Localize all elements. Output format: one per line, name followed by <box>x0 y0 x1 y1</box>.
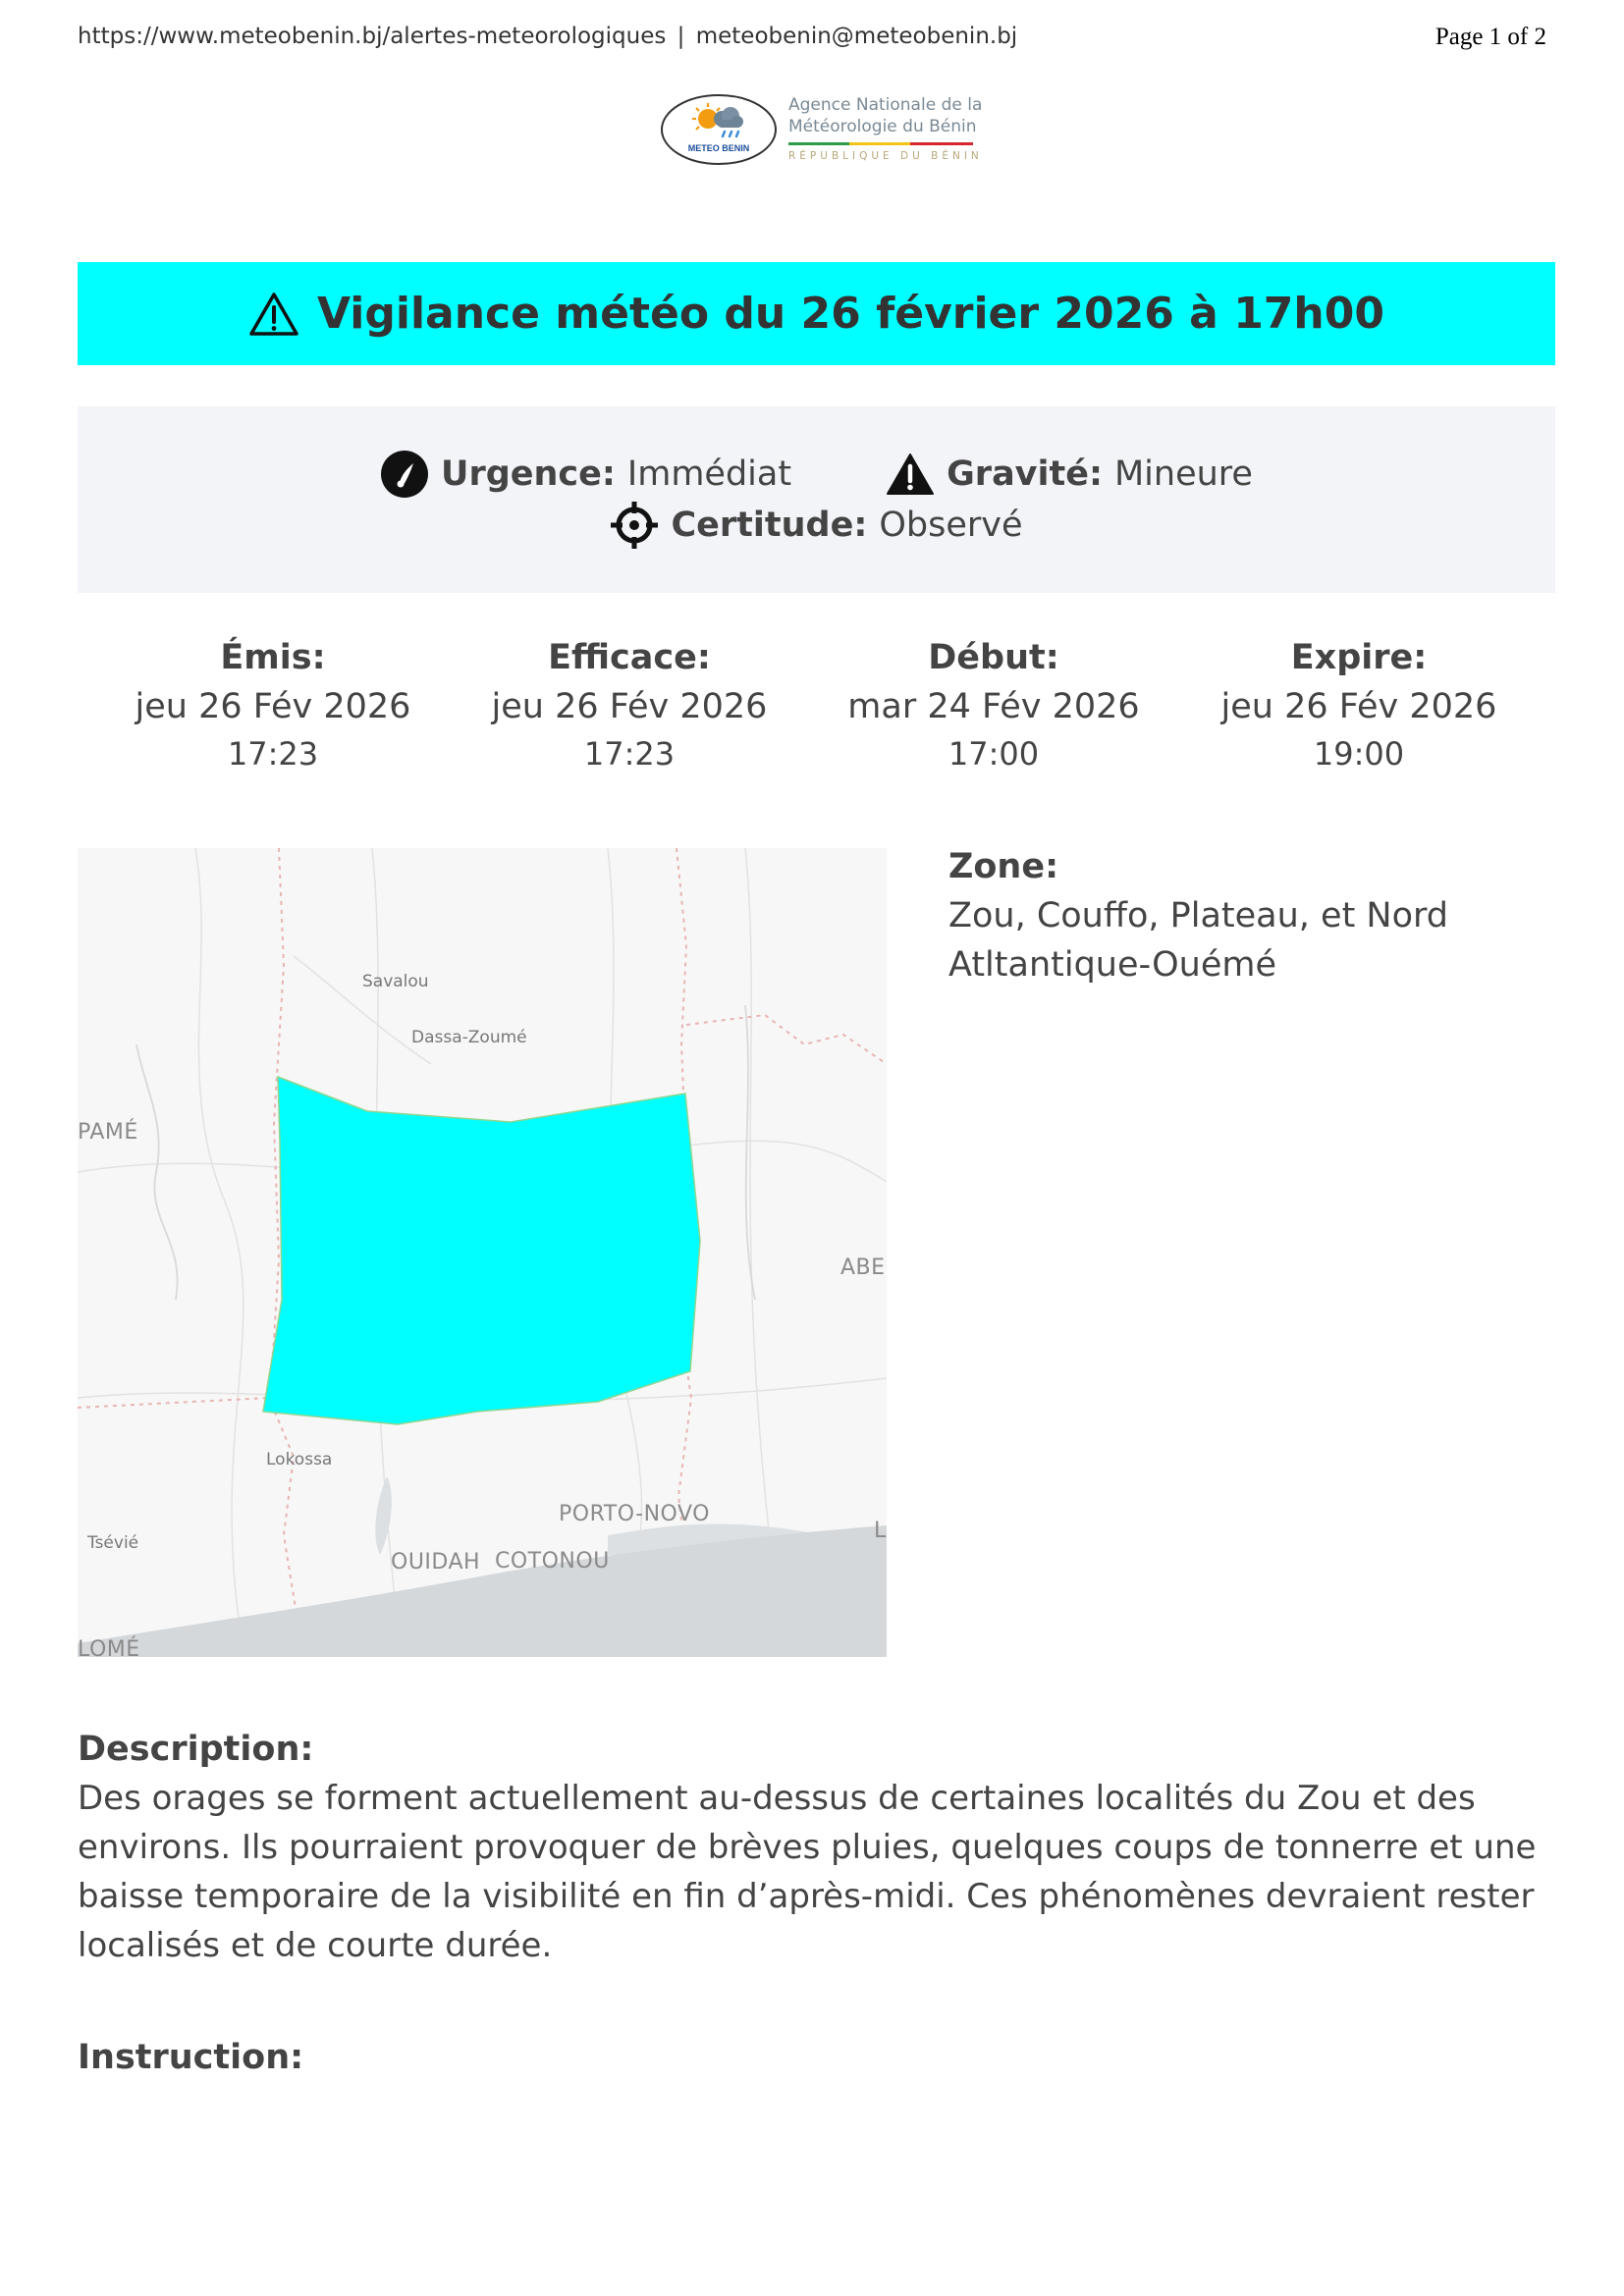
header-separator: | <box>677 24 685 49</box>
expires-day: jeu 26 Fév 2026 <box>1220 687 1497 726</box>
severity-value: Mineure <box>1113 454 1253 494</box>
print-header <box>78 24 1546 53</box>
zone-value-line1: Zou, Couffo, Plateau, et Nord <box>948 896 1449 935</box>
map-base <box>78 848 887 1657</box>
effective-label: Efficace: <box>548 638 711 677</box>
issued-date <box>106 633 440 776</box>
map-label-savalou: Savalou <box>362 972 429 991</box>
issued-day: jeu 26 Fév 2026 <box>135 687 411 726</box>
map-label-dassa-zoume: Dassa-Zoumé <box>411 1028 527 1047</box>
alert-banner <box>78 262 1555 365</box>
expires-label: Expire: <box>1290 638 1428 677</box>
issued-label: Émis: <box>220 638 326 677</box>
urgency-label: Urgence: <box>441 454 616 494</box>
source-line <box>78 24 1017 49</box>
map-label-l: L <box>874 1519 887 1543</box>
zone-section <box>948 842 1555 989</box>
urgency-item <box>380 450 791 499</box>
emblem-text: METEO BENIN <box>687 143 750 153</box>
warning-triangle-outline-icon <box>248 291 299 338</box>
alert-properties-box <box>78 406 1555 593</box>
map-label-lome: LOMÉ <box>78 1637 140 1657</box>
instruction-section <box>78 2033 1555 2082</box>
alert-properties-row-1 <box>78 450 1555 499</box>
alert-zone-map <box>78 848 887 1657</box>
onset-label: Début: <box>928 638 1059 677</box>
republic-name: RÉPUBLIQUE DU BÉNIN <box>788 150 983 162</box>
expires-time: 19:00 <box>1313 735 1405 773</box>
certainty-value: Observé <box>879 506 1023 545</box>
warning-icon <box>886 450 935 499</box>
effective-day: jeu 26 Fév 2026 <box>491 687 768 726</box>
issued-time: 17:23 <box>227 735 319 773</box>
map-label-abe: ABE <box>840 1255 886 1280</box>
meteo-benin-logo <box>660 88 984 169</box>
map-label-lokossa: Lokossa <box>266 1450 333 1469</box>
agency-name-block <box>788 94 983 162</box>
effective-date <box>462 633 796 776</box>
agency-name-line2: Météorologie du Bénin <box>788 117 977 136</box>
map-label-pame: PAMÉ <box>78 1120 138 1145</box>
onset-date <box>827 633 1161 776</box>
alert-title: Vigilance météo du 26 février 2026 à 17h00 <box>317 289 1384 339</box>
map-label-cotonou: COTONOU <box>495 1549 610 1574</box>
urgency-value: Immédiat <box>626 454 792 494</box>
contact-email[interactable]: meteobenin@meteobenin.bj <box>695 24 1018 49</box>
certainty-item <box>610 501 1022 550</box>
zone-value-line2: Atltantique-Ouémé <box>948 945 1277 985</box>
page-number: Page 1 of 2 <box>1435 24 1546 50</box>
agency-name-line1: Agence Nationale de la <box>788 95 983 115</box>
description-line: Des orages se forment actuellement au-dessus de certaines localités du Zou et des <box>78 1779 1476 1818</box>
source-url[interactable]: https://www.meteobenin.bj/alertes-meteorologiques <box>78 24 667 49</box>
map-label-tsevie: Tsévié <box>87 1533 139 1553</box>
severity-label: Gravité: <box>947 454 1103 494</box>
map-label-ouidah: OUIDAH <box>391 1550 481 1575</box>
effective-time: 17:23 <box>583 735 676 773</box>
map-label-porto-novo: PORTO-NOVO <box>559 1502 710 1526</box>
description-line: baisse temporaire de la visibilité en fin d’après-midi. Ces phénomènes devraient rester <box>78 1877 1535 1916</box>
description-section <box>78 1725 1555 1970</box>
alert-properties-row-2 <box>78 501 1555 550</box>
crosshair-icon <box>610 501 659 550</box>
zone-label: Zone: <box>948 847 1059 886</box>
description-line: environs. Ils pourraient provoquer de brèves pluies, quelques coups de tonnerre et une <box>78 1828 1537 1867</box>
description-line: localisés et de courte durée. <box>78 1926 553 1965</box>
severity-item <box>886 450 1253 499</box>
instruction-label: Instruction: <box>78 2038 304 2077</box>
certainty-label: Certitude: <box>671 506 868 545</box>
onset-time: 17:00 <box>947 735 1040 773</box>
alert-zone-polygon <box>263 1077 700 1424</box>
flag-color-bar <box>788 142 973 145</box>
meteo-benin-emblem-icon <box>660 92 780 167</box>
expires-date <box>1192 633 1526 776</box>
description-label: Description: <box>78 1730 314 1769</box>
alert-dates <box>78 633 1555 780</box>
gauge-icon <box>380 450 429 499</box>
onset-day: mar 24 Fév 2026 <box>847 687 1140 726</box>
